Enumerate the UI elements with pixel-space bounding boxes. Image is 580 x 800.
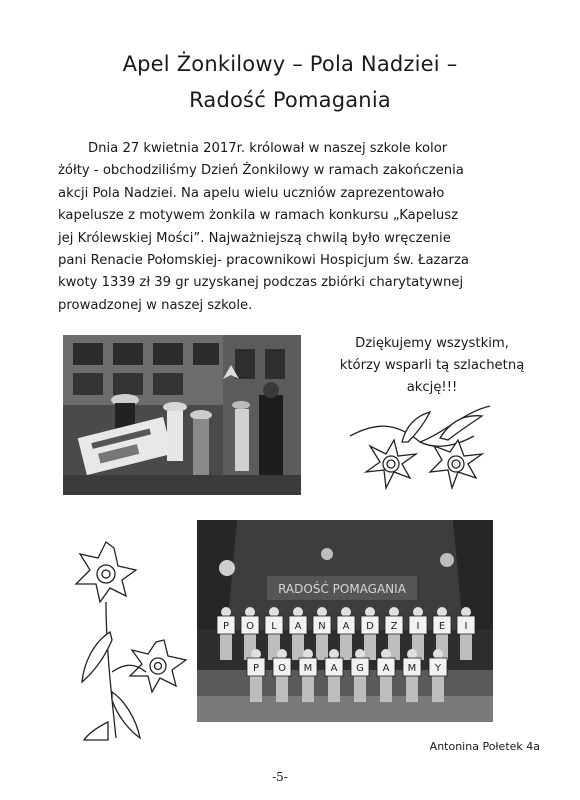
child-hat <box>277 649 287 659</box>
letter-card-text: A <box>330 663 338 674</box>
article-title <box>40 46 540 118</box>
stage-banner-text: RADOŚĆ POMAGANIA <box>278 582 406 596</box>
child-figure <box>328 672 340 702</box>
letter-card-text: I <box>464 621 468 632</box>
letter-card-text: O <box>278 663 286 674</box>
letter-card-text: Z <box>390 621 398 632</box>
child-hat <box>317 607 327 617</box>
letter-card-text: N <box>318 621 326 632</box>
title-line-1: Apel Żonkilowy – Pola Nadziei – <box>122 52 458 76</box>
letter-card-text: E <box>438 621 446 632</box>
child-hat <box>221 607 231 617</box>
child-figure <box>354 672 366 702</box>
body-line: akcji Pola Nadziei. Na apelu wielu uczniów zaprezentowało <box>58 185 445 201</box>
child-hat <box>355 649 365 659</box>
page-number: -5- <box>272 770 288 784</box>
title-line-2: Radość Pomagania <box>189 88 391 112</box>
body-line: jej Królewskiej Mości”. Najważniejszą chwilą było wręczenie <box>58 230 451 246</box>
child-hat <box>365 607 375 617</box>
stage-photo <box>197 520 493 722</box>
child-hat <box>329 649 339 659</box>
letter-card-text: P <box>252 663 260 674</box>
child-hat <box>407 649 417 659</box>
child-figure <box>340 630 352 660</box>
child-figure <box>460 630 472 660</box>
child-hat <box>389 607 399 617</box>
stage-photo-image <box>197 520 493 722</box>
article-body <box>58 138 518 317</box>
body-line: kapelusze z motywem żonkila w ramach konkursu „Kapelusz <box>58 208 459 224</box>
letter-card-text: M <box>407 663 417 674</box>
child-figure <box>380 672 392 702</box>
tall-daffodil-drawing-icon <box>66 532 194 742</box>
assembly-photo <box>63 335 301 495</box>
letter-card-text: L <box>271 621 277 632</box>
letter-card-text: G <box>356 663 364 674</box>
letter-card-text: A <box>294 621 302 632</box>
author-signature: Antonina Połetek 4a <box>429 740 540 753</box>
letter-card-text: P <box>222 621 230 632</box>
body-line: Dnia 27 kwietnia 2017r. królował w naszej szkole kolor <box>88 141 448 156</box>
body-line: kwoty 1339 zł 39 gr uzyskanej podczas zbiórki charytatywnej <box>58 275 464 291</box>
letter-card-text: I <box>416 621 420 632</box>
assembly-photo-image <box>63 335 301 495</box>
thanks-line: akcję!!! <box>406 380 458 395</box>
thanks-line: którzy wsparli tą szlachetną <box>339 358 525 373</box>
child-figure <box>292 630 304 660</box>
child-figure <box>316 630 328 660</box>
child-figure <box>364 630 376 660</box>
thanks-message <box>322 333 542 399</box>
child-figure <box>302 672 314 702</box>
letter-card-text: D <box>366 621 374 632</box>
child-hat <box>341 607 351 617</box>
letter-card-text: A <box>342 621 350 632</box>
child-hat <box>293 607 303 617</box>
child-figure <box>220 630 232 660</box>
child-figure <box>432 672 444 702</box>
body-line: prowadzonej w naszej szkole. <box>58 297 253 313</box>
child-hat <box>251 649 261 659</box>
letter-card-text: M <box>303 663 313 674</box>
child-hat <box>381 649 391 659</box>
letter-card-text: Y <box>434 663 442 674</box>
thanks-line: Dziękujemy wszystkim, <box>355 336 509 351</box>
body-line: żółty - obchodziliśmy Dzień Żonkilowy w ramach zakończenia <box>58 163 464 179</box>
letter-card-text: A <box>382 663 390 674</box>
child-hat <box>437 607 447 617</box>
child-figure <box>250 672 262 702</box>
child-hat <box>303 649 313 659</box>
child-hat <box>269 607 279 617</box>
child-figure <box>276 672 288 702</box>
child-hat <box>433 649 443 659</box>
child-hat <box>461 607 471 617</box>
child-hat <box>413 607 423 617</box>
child-figure <box>406 672 418 702</box>
letter-card-text: O <box>246 621 254 632</box>
daffodil-drawing-icon <box>346 402 494 498</box>
child-hat <box>245 607 255 617</box>
body-line: pani Renacie Połomskiej- pracownikowi Hospicjum św. Łazarza <box>58 252 469 268</box>
